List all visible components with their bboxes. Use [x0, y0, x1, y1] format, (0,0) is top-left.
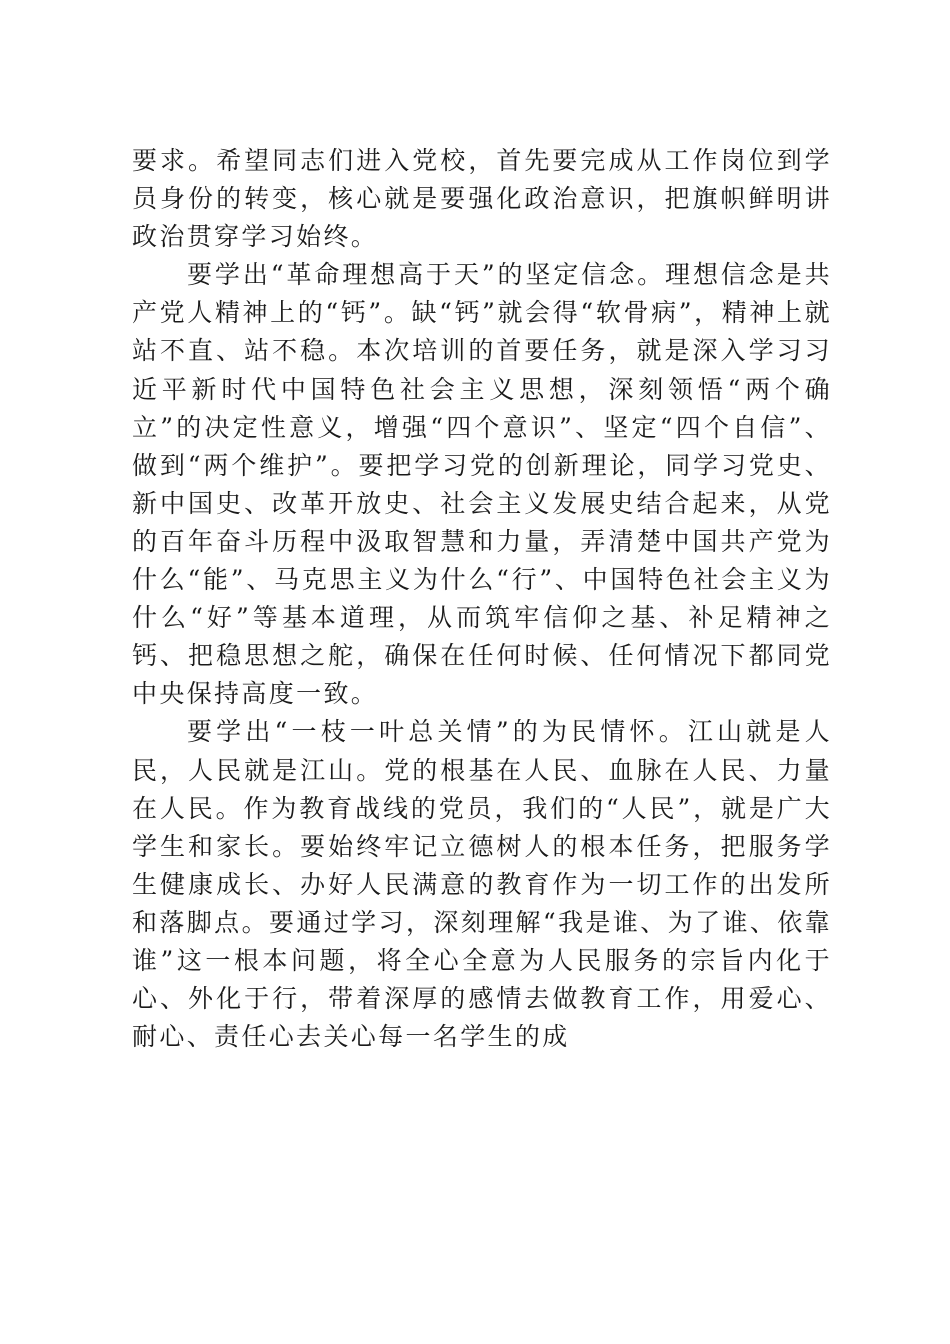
- document-body: [132, 142, 832, 1056]
- paragraph-ideal-belief: 要学出“革命理想高于天”的坚定信念。理想信念是共产党人精神上的“钙”。缺“钙”就会得“软骨病”，精神上就站不直、站不稳。本次培训的首要任务，就是深入学习习近平新时代中国特色社会主义思想，深刻领悟“两个确立”的决定性意义，增强“四个意识”、坚定“四个自信”、做到“两个维护”。要把学习党的创新理论，同学习党史、新中国史、改革开放史、社会主义发展史结合起来，从党的百年奋斗历程中汲取智慧和力量，弄清楚中国共产党为什么“能”、马克思主义为什么“行”、中国特色社会主义为什么“好”等基本道理，从而筑牢信仰之基、补足精神之钙、把稳思想之舵，确保在任何时候、任何情况下都同党中央保持高度一致。: [132, 260, 832, 709]
- paragraph-people-sentiment: 要学出“一枝一叶总关情”的为民情怀。江山就是人民，人民就是江山。党的根基在人民、血脉在人民、力量在人民。作为教育战线的党员，我们的“人民”，就是广大学生和家长。要始终牢记立德树人的根本任务，把服务学生健康成长、办好人民满意的教育作为一切工作的出发所和落脚点。要通过学习，深刻理解“我是谁、为了谁、依靠谁”这一根本问题，将全心全意为人民服务的宗旨内化于心、外化于行，带着深厚的感情去做教育工作，用爱心、耐心、责任心去关心每一名学生的成: [132, 717, 832, 1052]
- paragraph-continuation: 要求。希望同志们进入党校，首先要完成从工作岗位到学员身份的转变，核心就是要强化政治意识，把旗帜鲜明讲政治贯穿学习始终。: [132, 146, 832, 252]
